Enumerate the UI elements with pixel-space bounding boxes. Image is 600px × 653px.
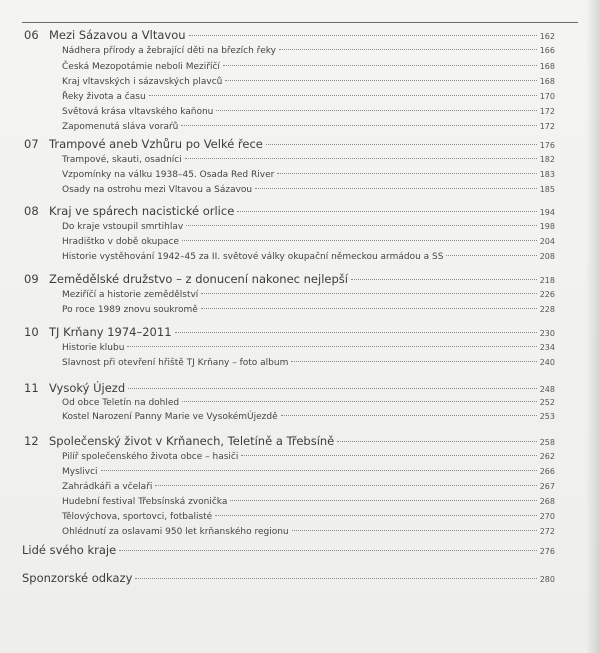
entry-title: Trampové, skauti, osadníci bbox=[62, 155, 182, 165]
entry-title: Zahrádkáři a včelaři bbox=[62, 482, 153, 492]
page-number: 276 bbox=[539, 547, 555, 556]
page-number: 208 bbox=[539, 252, 555, 261]
page-number: 168 bbox=[539, 77, 555, 86]
page-number: 272 bbox=[539, 527, 555, 536]
leader-dots bbox=[189, 35, 537, 36]
page-number: 262 bbox=[539, 452, 555, 461]
page-number: 253 bbox=[539, 412, 555, 421]
chapter-heading-10[interactable] bbox=[24, 325, 555, 339]
toc-entry[interactable] bbox=[62, 290, 555, 300]
toc-entry[interactable] bbox=[62, 358, 555, 368]
top-rule bbox=[22, 22, 578, 23]
page-number: 170 bbox=[539, 92, 555, 101]
page-number: 182 bbox=[539, 155, 555, 164]
section-title: Sponzorské odkazy bbox=[22, 571, 133, 585]
leader-dots bbox=[128, 388, 537, 389]
chapter-number: 10 bbox=[24, 325, 39, 339]
chapter-number: 06 bbox=[24, 28, 39, 42]
toc-entry[interactable] bbox=[62, 527, 555, 537]
page-number: 168 bbox=[539, 62, 555, 71]
leader-dots bbox=[266, 144, 537, 145]
page-number: 166 bbox=[539, 46, 555, 55]
chapter-number: 07 bbox=[24, 137, 39, 151]
entry-title: Řeky života a času bbox=[62, 92, 146, 102]
page-edge-shadow bbox=[586, 0, 600, 653]
entry-title: Kostel Narození Panny Marie ve VysokémÚjezdě bbox=[62, 412, 278, 422]
toc-entry[interactable] bbox=[62, 155, 555, 165]
section-title: Lidé svého kraje bbox=[22, 543, 117, 557]
leader-dots bbox=[255, 188, 537, 189]
chapter-number: 11 bbox=[24, 381, 39, 395]
toc-entry[interactable] bbox=[62, 412, 555, 422]
entry-title: Nádhera přírody a žebrající děti na březích řeky bbox=[62, 46, 276, 56]
page-number: 266 bbox=[539, 467, 555, 476]
entry-title: Ohlédnutí za oslavami 950 let krňanského regionu bbox=[62, 527, 289, 537]
leader-dots bbox=[181, 125, 536, 126]
leader-dots bbox=[237, 211, 536, 212]
toc-entry[interactable] bbox=[62, 62, 555, 72]
page-number: 226 bbox=[539, 290, 555, 299]
leader-dots bbox=[337, 441, 536, 442]
page-number: 218 bbox=[539, 276, 555, 285]
leader-dots bbox=[351, 279, 537, 280]
chapter-title: TJ Krňany 1974–2011 bbox=[49, 325, 172, 339]
leader-dots bbox=[182, 240, 537, 241]
toc-entry[interactable] bbox=[62, 497, 555, 507]
leader-dots bbox=[215, 515, 537, 516]
toc-entry[interactable] bbox=[62, 252, 555, 262]
toc-entry[interactable] bbox=[62, 185, 555, 195]
page-number: 172 bbox=[539, 107, 555, 116]
page-number: 176 bbox=[539, 141, 555, 150]
toc-entry[interactable] bbox=[62, 122, 555, 132]
leader-dots bbox=[201, 308, 537, 309]
page-number: 185 bbox=[539, 185, 555, 194]
page-number: 172 bbox=[539, 122, 555, 131]
page-number: 252 bbox=[539, 398, 555, 407]
leader-dots bbox=[291, 361, 536, 362]
leader-dots bbox=[182, 401, 537, 402]
toc-entry[interactable] bbox=[62, 398, 555, 408]
entry-title: Světová krása vltavského kaňonu bbox=[62, 107, 214, 117]
page-number: 240 bbox=[539, 358, 555, 367]
chapter-heading-09[interactable] bbox=[24, 272, 555, 286]
toc-entry[interactable] bbox=[62, 452, 555, 462]
entry-title: Česká Mezopotámie neboli Meziříčí bbox=[62, 62, 220, 72]
toc-entry[interactable] bbox=[62, 77, 555, 87]
leader-dots bbox=[216, 110, 536, 111]
chapter-number: 08 bbox=[24, 204, 39, 218]
entry-title: Do kraje vstoupil smrtihlav bbox=[62, 222, 184, 232]
page-number: 228 bbox=[539, 305, 555, 314]
page-number: 267 bbox=[539, 482, 555, 491]
leader-dots bbox=[230, 500, 536, 501]
toc-entry[interactable] bbox=[62, 107, 555, 117]
leader-dots bbox=[446, 255, 536, 256]
entry-title: Od obce Teletín na dohled bbox=[62, 398, 180, 408]
toc-entry[interactable] bbox=[62, 222, 555, 232]
leader-dots bbox=[186, 225, 537, 226]
chapter-title: Společenský život v Krňanech, Teletíně a Třebsíně bbox=[49, 434, 335, 448]
leader-dots bbox=[225, 80, 536, 81]
toc-entry[interactable] bbox=[62, 467, 555, 477]
entry-title: Historie klubu bbox=[62, 343, 125, 353]
entry-title: Hradištko v době okupace bbox=[62, 237, 180, 247]
page-number: 234 bbox=[539, 343, 555, 352]
leader-dots bbox=[175, 332, 537, 333]
leader-dots bbox=[155, 485, 536, 486]
entry-title: Kraj vltavských i sázavských plavců bbox=[62, 77, 223, 87]
leader-dots bbox=[185, 158, 537, 159]
page-number: 162 bbox=[539, 32, 555, 41]
chapter-heading-06[interactable] bbox=[24, 28, 555, 42]
entry-title: Osady na ostrohu mezi Vltavou a Sázavou bbox=[62, 185, 253, 195]
entry-title: Po roce 1989 znovu soukromě bbox=[62, 305, 198, 315]
leader-dots bbox=[127, 346, 536, 347]
toc-entry[interactable] bbox=[62, 482, 555, 492]
leader-dots bbox=[292, 530, 537, 531]
page-number: 230 bbox=[539, 329, 555, 338]
leader-dots bbox=[223, 65, 537, 66]
chapter-heading-07[interactable] bbox=[24, 137, 555, 151]
leader-dots bbox=[281, 415, 537, 416]
chapter-title: Vysoký Újezd bbox=[49, 381, 126, 395]
page-number: 204 bbox=[539, 237, 555, 246]
entry-title: Slavnost při otevření hřiště TJ Krňany – foto album bbox=[62, 358, 289, 368]
leader-dots bbox=[201, 293, 536, 294]
leader-dots bbox=[149, 95, 537, 96]
page-number: 248 bbox=[539, 385, 555, 394]
toc-entry[interactable] bbox=[62, 343, 555, 353]
leader-dots bbox=[119, 550, 537, 551]
leader-dots bbox=[135, 578, 536, 579]
toc-entry[interactable] bbox=[62, 512, 555, 522]
page-number: 270 bbox=[539, 512, 555, 521]
entry-title: Vzpomínky na válku 1938–45. Osada Red River bbox=[62, 170, 275, 180]
page-number: 268 bbox=[539, 497, 555, 506]
toc-entry[interactable] bbox=[62, 92, 555, 102]
entry-title: Historie vystěhování 1942–45 za II. světové války okupační německou armádou a SS bbox=[62, 252, 444, 262]
entry-title: Pilíř společenského života obce – hasiči bbox=[62, 452, 239, 462]
toc-entry[interactable] bbox=[62, 46, 555, 56]
chapter-title: Kraj ve spárech nacistické orlice bbox=[49, 204, 235, 218]
entry-title: Hudební festival Třebsínská zvonička bbox=[62, 497, 228, 507]
chapter-title: Mezi Sázavou a Vltavou bbox=[49, 28, 186, 42]
section-heading[interactable] bbox=[22, 571, 555, 585]
chapter-heading-08[interactable] bbox=[24, 204, 555, 218]
page-number: 194 bbox=[539, 208, 555, 217]
chapter-heading-11[interactable] bbox=[24, 381, 555, 395]
chapter-title: Trampové aneb Vzhůru po Velké řece bbox=[49, 137, 263, 151]
leader-dots bbox=[277, 173, 536, 174]
leader-dots bbox=[101, 470, 537, 471]
toc-entry[interactable] bbox=[62, 305, 555, 315]
page-number: 198 bbox=[539, 222, 555, 231]
chapter-heading-12[interactable] bbox=[24, 434, 555, 448]
page-number: 280 bbox=[539, 575, 555, 584]
entry-title: Tělovýchova, sportovci, fotbalisté bbox=[62, 512, 213, 522]
entry-title: Myslivci bbox=[62, 467, 98, 477]
entry-title: Zapomenutá sláva voraŕů bbox=[62, 122, 179, 132]
chapter-number: 12 bbox=[24, 434, 39, 448]
entry-title: Meziříčí a historie zemědělství bbox=[62, 290, 199, 300]
chapter-title: Zemědělské družstvo – z donucení nakonec nejlepší bbox=[49, 272, 348, 286]
toc-entry[interactable] bbox=[62, 237, 555, 247]
toc-entry[interactable] bbox=[62, 170, 555, 180]
leader-dots bbox=[279, 49, 537, 50]
section-heading[interactable] bbox=[22, 543, 555, 557]
page-number: 258 bbox=[539, 438, 555, 447]
chapter-number: 09 bbox=[24, 272, 39, 286]
leader-dots bbox=[241, 455, 536, 456]
page-number: 183 bbox=[539, 170, 555, 179]
